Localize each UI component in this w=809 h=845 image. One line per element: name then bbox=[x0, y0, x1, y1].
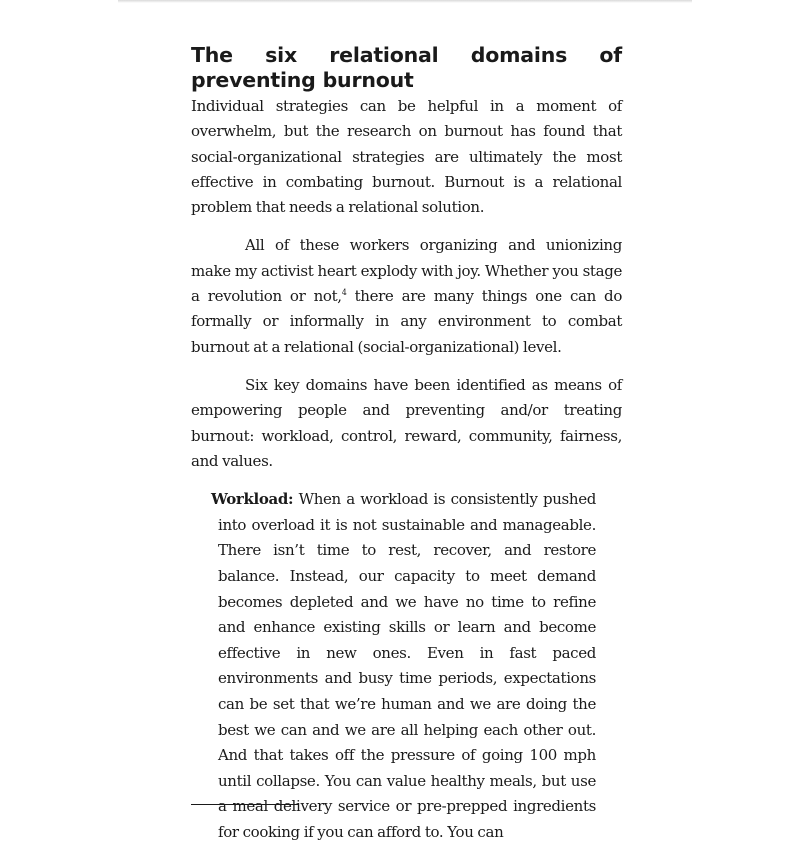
paragraph-2-text-end: there are many things one can do formally or informally in any environment to combat burnout at a relational (social-organizational) level. bbox=[191, 287, 622, 356]
paragraph-2-text-start: All of these workers organizing and unionizing make my activist heart explody with joy. Whether you stage a revolution or not, bbox=[191, 236, 622, 306]
domain-term: Workload: bbox=[211, 490, 294, 509]
domain-description: When a workload is consistently pushed into overload it is not sustainable and manageable. There isn’t time to rest, recover, and restore balance. Instead, our capacity to meet demand becomes depleted and we have no time to refine and enhance existing skills or learn and become effective in new ones. Even in fast paced environments and busy time periods, expectations can be set that we’re human and we are doing the best we can and we are all helping each other out. And that takes off the pressure of going 100 mph until collapse. You can value healthy meals, but use a meal delivery service or pre-prepped ingredients for cooking if you can afford to. You can bbox=[218, 490, 596, 841]
footnote-divider bbox=[191, 804, 299, 805]
paragraph-2 bbox=[191, 233, 622, 359]
domain-item-workload bbox=[211, 487, 596, 845]
book-page bbox=[191, 43, 622, 845]
footnote-reference[interactable]: 4 bbox=[341, 288, 347, 298]
page-top-edge bbox=[118, 0, 692, 3]
paragraph-3: Six key domains have been identified as means of empowering people and preventing and/or treating burnout: workload, control, reward, community, fairness, and values. bbox=[191, 375, 622, 470]
paragraph-1: Individual strategies can be helpful in a moment of overwhelm, but the research on burnout has found that social-organizational strategies are ultimately the most effective in combating burnout. Burnout is a relational problem that needs a relational solution. bbox=[191, 97, 622, 217]
section-heading: The six relational domains of preventing burnout bbox=[191, 43, 622, 92]
